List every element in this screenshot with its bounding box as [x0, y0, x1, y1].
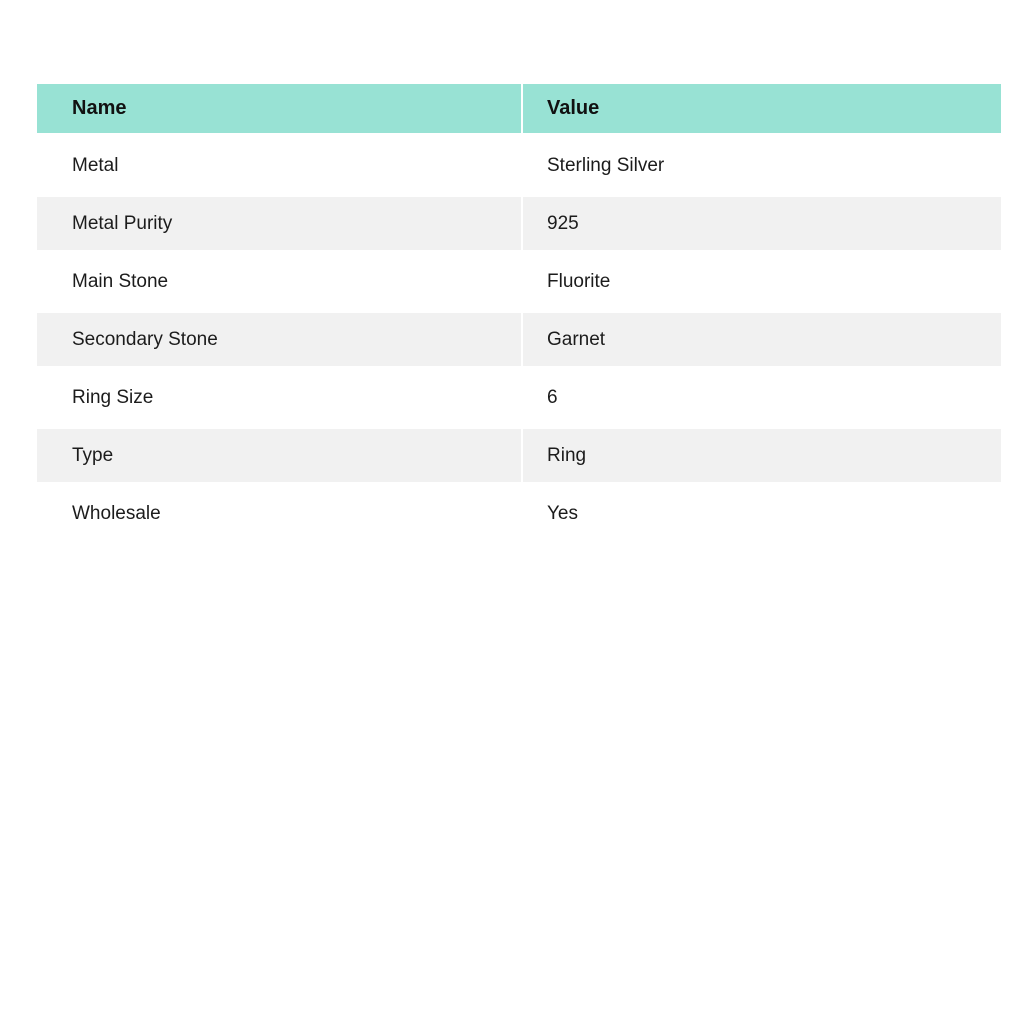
row-value-cell: Yes: [523, 485, 1001, 543]
table-body: [37, 137, 1001, 543]
row-value-cell: Fluorite: [523, 253, 1001, 311]
row-name-cell: Main Stone: [37, 253, 523, 311]
row-name-cell: Secondary Stone: [37, 311, 523, 369]
row-value-cell: 6: [523, 369, 1001, 427]
table-row: [37, 311, 1001, 369]
table-row: [37, 195, 1001, 253]
row-value-cell: 925: [523, 195, 1001, 253]
attribute-table: [37, 84, 1001, 543]
row-value-cell: Garnet: [523, 311, 1001, 369]
table-row: [37, 485, 1001, 543]
row-value-cell: Ring: [523, 427, 1001, 485]
table-header: [37, 84, 1001, 137]
row-name-cell: Metal: [37, 137, 523, 195]
header-cell-name: Name: [37, 84, 523, 137]
table-row: [37, 253, 1001, 311]
table-header-row: [37, 84, 1001, 137]
attribute-table-container: [37, 84, 1001, 543]
row-value-cell: Sterling Silver: [523, 137, 1001, 195]
row-name-cell: Wholesale: [37, 485, 523, 543]
row-name-cell: Type: [37, 427, 523, 485]
header-cell-value: Value: [523, 84, 1001, 137]
table-row: [37, 427, 1001, 485]
row-name-cell: Metal Purity: [37, 195, 523, 253]
table-row: [37, 137, 1001, 195]
table-row: [37, 369, 1001, 427]
row-name-cell: Ring Size: [37, 369, 523, 427]
